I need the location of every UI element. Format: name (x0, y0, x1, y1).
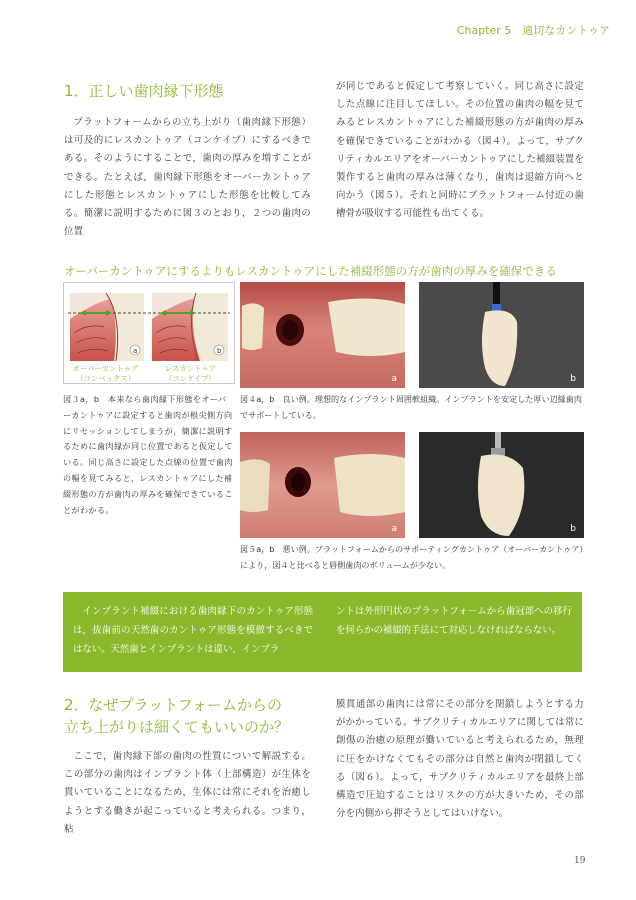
figure-heading: オーバーカントゥアにするよりもレスカントゥアにした補綴形態の方が歯肉の厚みを確保できる (64, 264, 557, 278)
page-number: 19 (574, 856, 586, 866)
fig5a-tag: a (391, 524, 397, 534)
callout-column-left (73, 602, 313, 659)
section2-column-right (336, 696, 584, 823)
fig4b-photo (419, 282, 584, 388)
fig3a-label: オーバーカントゥア （コンベックス） (72, 364, 139, 383)
section2-paragraph-right: 膜貫通部の歯肉には常にその部分を閉鎖しようとする力がかかっている。サブクリティカルエリアに関しては常に創傷の治癒の原理が働いていると考えられるため，無理に圧をかけなくてもその部分は自然と歯肉が閉鎖してくる（図６）。よって，サブクリティカルエリアを最終上部構造で圧迫することはリスクの方が大きいため，その部分を内側から押そうとしてはいけない。 (336, 699, 584, 820)
section1-heading: 1．正しい歯肉縁下形態 (64, 82, 224, 100)
section2-heading-line1: 2．なぜプラットフォームからの (64, 696, 283, 714)
section1-column-right (336, 78, 584, 224)
fig4-caption: 図４a，b 良い例。理想的なインプラント周囲軟組織。インプラントを安定した厚い辺縁歯肉でサポートしている。 (240, 394, 582, 420)
section1-paragraph-right: が同じであると仮定して考察していく。同じ高さに設定した点線に注目してほしい。その位置の歯肉の幅を見てみるとレスカントゥアにした補綴形態の方が歯肉の厚みを確保できていることがわかる（図４）。よって，サブクリティカルエリアをオーバーカントゥアにした補綴装置を製作すると歯肉の厚みは薄くなり，歯肉は退縮方向へと向かう（図５）。それと同時にプラットフォーム付近の歯槽骨が吸収する可能性も出てくる。 (336, 81, 584, 220)
section2-heading (64, 694, 314, 738)
callout-text-right: ントは外形円状のプラットフォームから歯冠部への移行を何らかの補綴的手法にて対応しなければならない。 (336, 606, 572, 636)
fig3a-tag: a (133, 347, 138, 355)
fig5b-photo (419, 432, 584, 538)
fig3a-panel (70, 293, 144, 361)
fig5b-tag: b (570, 524, 576, 534)
fig5a-photo (240, 432, 405, 538)
chapter-header: Chapter 5 適切なカントゥア (456, 24, 610, 37)
fig3-caption: 図３a，b 本来なら歯肉縁下形態をオーバーカントゥアに設定すると歯肉が根尖側方向にリセッションしてしまうが，簡潔に説明するために歯肉縁が同じ位置であると仮定している。同じ高さに設定した点線の位置で歯肉の幅を見てみると，レスカントゥアにした補綴形態の方が歯肉の厚みを確保できていることがわかる。 (63, 394, 233, 515)
callout-column-right (336, 602, 572, 640)
fig3b-panel (152, 293, 228, 361)
fig3b-tag: b (217, 347, 222, 355)
callout-text-left: インプラント補綴における歯肉縁下のカントゥア形態は，抜歯前の天然歯のカントゥア形態を模倣するべきではない。天然歯とインプラントは違い，インプラ (73, 606, 313, 655)
section1-column-left (64, 114, 311, 241)
section2-column-left (64, 748, 311, 839)
fig5-caption: 図５a，b 悪い例。プラットフォームからのサポーティングカントゥア（オーバーカントゥア）により，図４と比べると唇側歯肉のボリュームが少ない。 (240, 544, 584, 570)
fig3b-label: レスカントゥア （コンケイブ） (164, 364, 217, 383)
fig4b-tag: b (570, 374, 576, 384)
section1-paragraph-left: プラットフォームからの立ち上がり（歯肉縁下形態）は可及的にレスカントゥア（コンケイブ）にするべきである。そのようにすることで，歯肉の厚みを増すことができる。たとえば，歯肉縁下形態をオーバーカントゥアにした形態とレスカントゥアにした形態を比較してみる。簡潔に説明するために図３のとおり，２つの歯肉の位置 (64, 117, 311, 238)
section2-heading-line2: 立ち上がりは細くてもいいのか？ (64, 718, 290, 736)
section2-paragraph-left: ここで，歯肉縁下部の歯肉の性質について解説する。この部分の歯肉はインプラント体（上部構造）が生体を貫いていることになるため，生体には常にそれを治癒しようとする働きが起こっていると考えられる。つまり，粘 (64, 751, 311, 835)
fig4a-photo (240, 282, 405, 388)
fig4a-tag: a (391, 374, 397, 384)
